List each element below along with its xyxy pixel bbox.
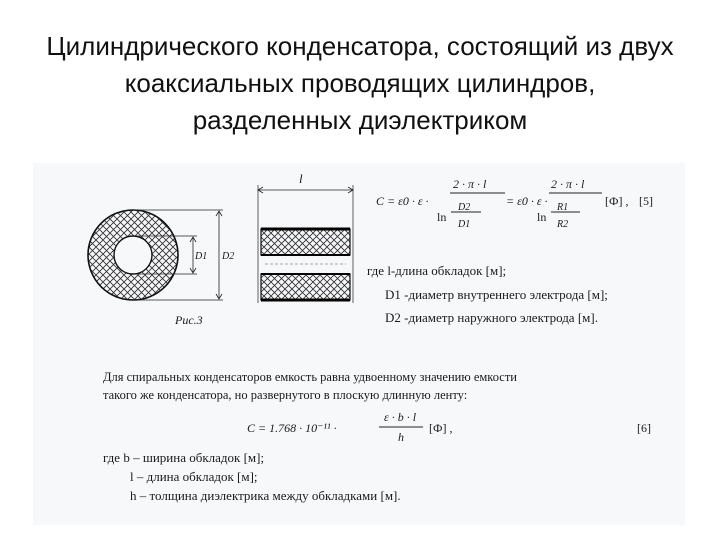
title-line-3: разделенных диэлектриком xyxy=(192,105,528,135)
legend-5-d1: D1 -диаметр внутреннего электрода [м]; xyxy=(385,287,608,302)
formula-5-unit: [Ф] , xyxy=(605,194,629,208)
d1-label: D1 xyxy=(195,251,208,262)
figure-caption: Рис.3 xyxy=(175,313,203,327)
formula-6-den: h xyxy=(398,430,404,444)
formula-5-ln-1: ln xyxy=(437,210,447,224)
formula-5-d1: D1 xyxy=(458,219,471,230)
formula-5-frac2-num: 2 · π · l xyxy=(551,177,585,191)
paragraph-line-2: такого же конденсатора, но развернутого в плоскую длинную ленту: xyxy=(103,388,468,402)
legend-5-l: где l-длина обкладок [м]; xyxy=(367,263,507,278)
formula-5-number: [5] xyxy=(639,194,653,208)
formula-5-r2: R2 xyxy=(557,219,569,230)
title-line-1: Цилиндрического конденсатора, состоящий из двух xyxy=(46,31,674,61)
formula-5-ln-2: ln xyxy=(537,210,547,224)
legend-5-d2: D2 -диаметр наружного электрода [м]. xyxy=(385,310,598,325)
formula-5-r1: R1 xyxy=(557,202,569,213)
legend-6-l: l – длина обкладок [м]; xyxy=(130,469,258,484)
longitudinal-section-drawing xyxy=(258,185,353,303)
formula-5-lhs: C = ε0 · ε · xyxy=(376,194,429,208)
scanned-page xyxy=(33,163,685,525)
formula-5-mid: = ε0 · ε · xyxy=(506,194,548,208)
formula-6-unit: [Ф] , xyxy=(429,421,453,435)
legend-6-h: h – толщина диэлектрика между обкладками [м]. xyxy=(130,488,401,503)
formula-5-frac1-num: 2 · π · l xyxy=(453,177,487,191)
length-label: l xyxy=(299,171,303,186)
formula-6-num: ε · b · l xyxy=(384,410,417,424)
paragraph-line-1: Для спиральных конденсаторов емкость равна удвоенному значению емкости xyxy=(103,370,517,384)
formula-6-lhs: C = 1.768 · 10⁻¹¹ · xyxy=(247,421,337,435)
legend-6-b: где b – ширина обкладок [м]; xyxy=(103,450,265,465)
formula-5-d2: D2 xyxy=(458,202,471,213)
slide-title xyxy=(0,28,720,139)
title-line-2: коаксиальных проводящих цилиндров, xyxy=(124,68,596,98)
inner-cylinder xyxy=(114,236,152,274)
formula-6-number: [6] xyxy=(637,421,651,435)
d2-label: D2 xyxy=(222,251,235,262)
